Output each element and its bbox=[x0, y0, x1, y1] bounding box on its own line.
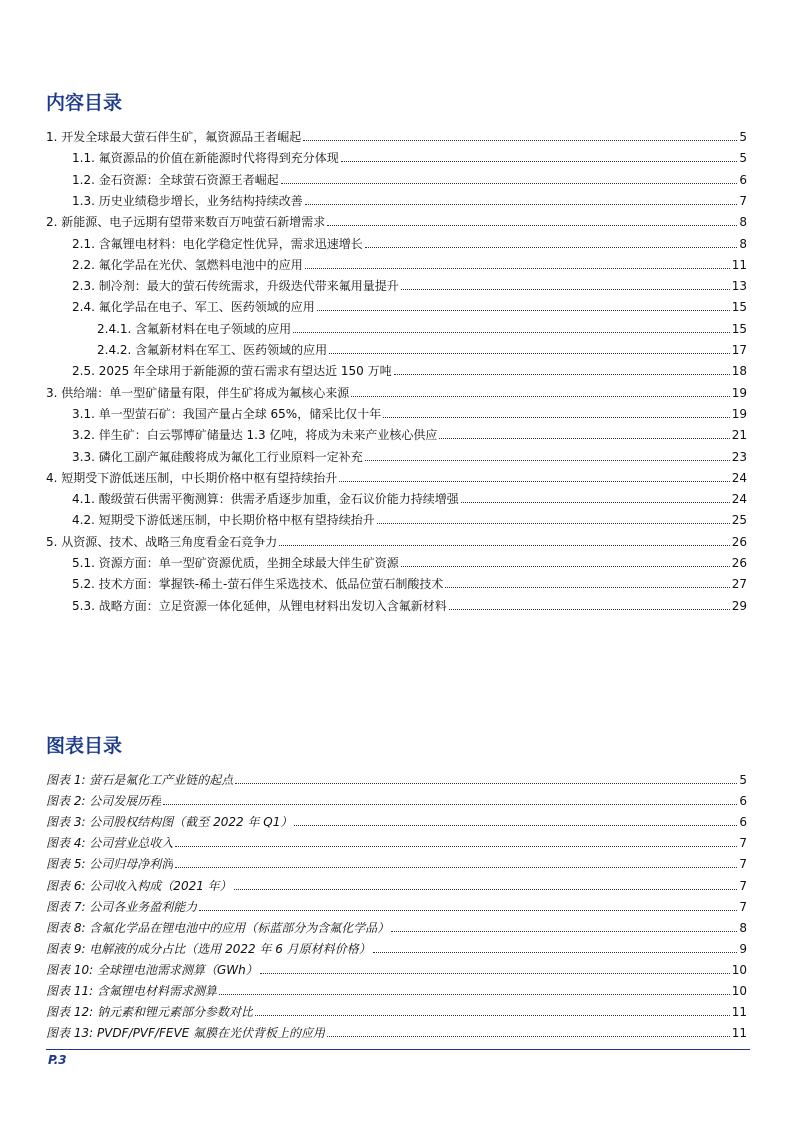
entry-page-number: 6 bbox=[739, 794, 747, 809]
leader-dots bbox=[199, 910, 737, 911]
entry-page-number: 27 bbox=[731, 577, 747, 592]
leader-dots bbox=[234, 889, 738, 890]
entry-page-number: 26 bbox=[731, 556, 747, 570]
leader-dots bbox=[461, 502, 730, 503]
entry-page-number: 21 bbox=[731, 428, 747, 443]
toc-entry[interactable] bbox=[0, 253, 793, 273]
figure-entry[interactable] bbox=[0, 958, 793, 978]
toc-entry[interactable] bbox=[0, 295, 793, 315]
toc-entry[interactable] bbox=[0, 125, 793, 145]
toc-entry[interactable] bbox=[0, 445, 793, 465]
toc-entry[interactable] bbox=[0, 146, 793, 166]
toc-entry[interactable] bbox=[0, 381, 793, 401]
toc-entry[interactable] bbox=[0, 423, 793, 443]
toc-entry[interactable] bbox=[0, 338, 793, 358]
figure-entry[interactable] bbox=[0, 1000, 793, 1020]
entry-label: 1.2. 金石资源：全球萤石资源王者崛起 bbox=[72, 172, 279, 187]
entry-label: 图表 11: 含氟锂电材料需求测算 bbox=[46, 984, 217, 998]
entry-label: 1.3. 历史业绩稳步增长，业务结构持续改善 bbox=[72, 193, 303, 208]
leader-dots bbox=[351, 396, 729, 397]
entry-label: 1.1. 氟资源品的价值在新能源时代将得到充分体现 bbox=[72, 151, 339, 166]
leader-dots bbox=[260, 973, 730, 974]
entry-page-number: 9 bbox=[739, 941, 747, 956]
entry-page-number: 19 bbox=[731, 385, 747, 400]
entry-label: 2.1. 含氟锂电材料：电化学稳定性优异，需求迅速增长 bbox=[72, 236, 363, 251]
entry-page-number: 24 bbox=[731, 492, 747, 507]
entry-page-number: 6 bbox=[739, 815, 747, 830]
entry-label: 4.1. 酸级萤石供需平衡测算：供需矛盾逐步加重，金石议价能力持续增强 bbox=[72, 492, 459, 507]
entry-page-number: 25 bbox=[731, 513, 747, 528]
toc-entry[interactable] bbox=[0, 189, 793, 209]
figure-entry[interactable] bbox=[0, 789, 793, 809]
leader-dots bbox=[391, 931, 737, 932]
entry-label: 3. 供给端：单一型矿储量有限，伴生矿将成为氟核心来源 bbox=[46, 385, 350, 400]
leader-dots bbox=[163, 804, 737, 805]
leader-dots bbox=[401, 566, 730, 567]
leader-dots bbox=[383, 417, 730, 418]
toc-title: 内容目录 bbox=[46, 92, 123, 114]
leader-dots bbox=[401, 289, 730, 290]
leader-dots bbox=[327, 225, 737, 226]
entry-label: 1. 开发全球最大萤石伴生矿，氟资源品王者崛起 bbox=[46, 130, 302, 144]
entry-label: 2.4.2. 含氟新材料在军工、医药领域的应用 bbox=[97, 343, 328, 357]
entry-label: 图表 10: 全球锂电池需求测算（GWh） bbox=[46, 962, 258, 977]
entry-label: 图表 9: 电解液的成分占比（选用 2022 年 6 月原材料价格） bbox=[46, 941, 371, 956]
entry-label: 2.4.1. 含氟新材料在电子领域的应用 bbox=[97, 321, 292, 336]
leader-dots bbox=[305, 204, 738, 205]
entry-page-number: 5 bbox=[739, 151, 747, 166]
figure-entry[interactable] bbox=[0, 852, 793, 872]
entry-label: 图表 2: 公司发展历程 bbox=[46, 794, 162, 809]
entry-label: 2.4. 氟化学品在电子、军工、医药领域的应用 bbox=[72, 300, 315, 315]
figure-entry[interactable] bbox=[0, 1021, 793, 1041]
entry-label: 5. 从资源、技术、战略三角度看金石竞争力 bbox=[46, 534, 278, 549]
entry-label: 图表 4: 公司营业总收入 bbox=[46, 836, 174, 851]
leader-dots bbox=[339, 481, 729, 482]
entry-page-number: 8 bbox=[739, 920, 747, 935]
entry-page-number: 15 bbox=[731, 300, 747, 315]
entry-page-number: 19 bbox=[731, 406, 747, 421]
figure-index-title: 图表目录 bbox=[46, 735, 123, 757]
leader-dots bbox=[175, 846, 737, 847]
leader-dots bbox=[317, 310, 730, 311]
leader-dots bbox=[255, 1015, 730, 1016]
entry-page-number: 11 bbox=[731, 257, 747, 272]
toc-entry[interactable] bbox=[0, 317, 793, 337]
entry-page-number: 15 bbox=[731, 321, 747, 336]
entry-label: 2.5. 2025 年全球用于新能源的萤石需求有望达近 150 万吨 bbox=[72, 364, 392, 379]
leader-dots bbox=[294, 825, 737, 826]
toc-entry[interactable] bbox=[0, 232, 793, 252]
figure-entry[interactable] bbox=[0, 916, 793, 936]
leader-dots bbox=[235, 783, 737, 784]
entry-label: 3.1. 单一型萤石矿：我国产量占全球 65%，储采比仅十年 bbox=[72, 406, 382, 421]
entry-page-number: 7 bbox=[739, 899, 747, 914]
page-number: P.3 bbox=[48, 1053, 67, 1067]
leader-dots bbox=[377, 523, 730, 524]
entry-page-number: 17 bbox=[731, 343, 747, 357]
entry-page-number: 29 bbox=[731, 598, 747, 613]
entry-label: 图表 3: 公司股权结构图（截至 2022 年 Q1） bbox=[46, 815, 293, 830]
leader-dots bbox=[303, 140, 737, 141]
leader-dots bbox=[281, 183, 738, 184]
leader-dots bbox=[341, 161, 738, 162]
entry-page-number: 26 bbox=[731, 534, 747, 549]
figure-entry[interactable] bbox=[0, 810, 793, 830]
entry-label: 图表 5: 公司归母净利润 bbox=[46, 857, 174, 872]
toc-entry[interactable] bbox=[0, 168, 793, 188]
toc-entry[interactable] bbox=[0, 402, 793, 422]
entry-page-number: 24 bbox=[731, 470, 747, 485]
leader-dots bbox=[445, 587, 729, 588]
leader-dots bbox=[365, 460, 730, 461]
entry-label: 5.2. 技术方面：掌握铁-稀土-萤石伴生采选技术、低品位萤石制酸技术 bbox=[72, 577, 444, 592]
entry-label: 图表 6: 公司收入构成（2021 年） bbox=[46, 878, 232, 893]
entry-label: 图表 8: 含氟化学品在锂电池中的应用（标蓝部分为含氟化学品） bbox=[46, 920, 390, 935]
entry-page-number: 5 bbox=[739, 130, 747, 144]
leader-dots bbox=[305, 268, 730, 269]
leader-dots bbox=[439, 438, 729, 439]
entry-label: 3.3. 磷化工副产氟硅酸将成为氟化工行业原料一定补充 bbox=[72, 449, 363, 464]
toc-entry[interactable] bbox=[0, 359, 793, 379]
entry-label: 2.3. 制冷剂：最大的萤石传统需求，升级迭代带来氟用量提升 bbox=[72, 279, 399, 294]
entry-page-number: 5 bbox=[739, 773, 747, 787]
entry-page-number: 10 bbox=[731, 962, 747, 977]
entry-label: 图表 1: 萤石是氟化工产业链的起点 bbox=[46, 773, 234, 787]
figure-entry[interactable] bbox=[0, 937, 793, 957]
entry-page-number: 7 bbox=[739, 878, 747, 893]
leader-dots bbox=[329, 353, 730, 354]
figure-entry[interactable] bbox=[0, 831, 793, 851]
toc-entry[interactable] bbox=[0, 530, 793, 550]
toc-entry[interactable] bbox=[0, 274, 793, 294]
entry-label: 4.2. 短期受下游低迷压制，中长期价格中枢有望持续抬升 bbox=[72, 513, 375, 528]
toc-entry[interactable] bbox=[0, 508, 793, 528]
figure-entry[interactable] bbox=[0, 874, 793, 894]
entry-label: 图表 12: 钠元素和锂元素部分参数对比 bbox=[46, 1005, 253, 1020]
entry-page-number: 13 bbox=[731, 279, 747, 294]
leader-dots bbox=[219, 994, 730, 995]
leader-dots bbox=[293, 332, 730, 333]
entry-label: 3.2. 伴生矿：白云鄂博矿储量达 1.3 亿吨，将成为未来产业核心供应 bbox=[72, 428, 438, 443]
leader-dots bbox=[394, 374, 730, 375]
leader-dots bbox=[449, 609, 730, 610]
toc-entry[interactable] bbox=[0, 466, 793, 486]
figure-entry[interactable] bbox=[0, 979, 793, 999]
toc-entry[interactable] bbox=[0, 572, 793, 592]
leader-dots bbox=[365, 247, 738, 248]
entry-label: 2. 新能源、电子远期有望带来数百万吨萤石新增需求 bbox=[46, 215, 326, 230]
entry-label: 5.1. 资源方面：单一型矿资源优质，坐拥全球最大伴生矿资源 bbox=[72, 556, 399, 570]
toc-entry[interactable] bbox=[0, 594, 793, 614]
entry-page-number: 23 bbox=[731, 449, 747, 464]
entry-page-number: 6 bbox=[739, 172, 747, 187]
entry-page-number: 8 bbox=[739, 215, 747, 230]
leader-dots bbox=[327, 1036, 730, 1037]
footer-rule bbox=[46, 1049, 750, 1050]
entry-label: 5.3. 战略方面：立足资源一体化延伸，从锂电材料出发切入含氟新材料 bbox=[72, 598, 447, 613]
leader-dots bbox=[279, 545, 729, 546]
entry-page-number: 7 bbox=[739, 836, 747, 851]
toc-entry[interactable] bbox=[0, 487, 793, 507]
entry-label: 4. 短期受下游低迷压制，中长期价格中枢有望持续抬升 bbox=[46, 470, 338, 485]
figure-entry[interactable] bbox=[0, 895, 793, 915]
entry-page-number: 11 bbox=[731, 1026, 747, 1041]
toc-entry[interactable] bbox=[0, 210, 793, 230]
entry-page-number: 18 bbox=[731, 364, 747, 379]
entry-page-number: 7 bbox=[739, 193, 747, 208]
leader-dots bbox=[373, 952, 738, 953]
leader-dots bbox=[175, 867, 737, 868]
entry-label: 2.2. 氟化学品在光伏、氢燃料电池中的应用 bbox=[72, 257, 303, 272]
figure-entry[interactable] bbox=[0, 768, 793, 788]
entry-label: 图表 13: PVDF/PVF/FEVE 氟膜在光伏背板上的应用 bbox=[46, 1026, 326, 1041]
entry-page-number: 11 bbox=[731, 1005, 747, 1020]
entry-page-number: 7 bbox=[739, 857, 747, 872]
entry-page-number: 10 bbox=[731, 984, 747, 998]
toc-entry[interactable] bbox=[0, 551, 793, 571]
entry-page-number: 8 bbox=[739, 236, 747, 251]
entry-label: 图表 7: 公司各业务盈利能力 bbox=[46, 899, 198, 914]
